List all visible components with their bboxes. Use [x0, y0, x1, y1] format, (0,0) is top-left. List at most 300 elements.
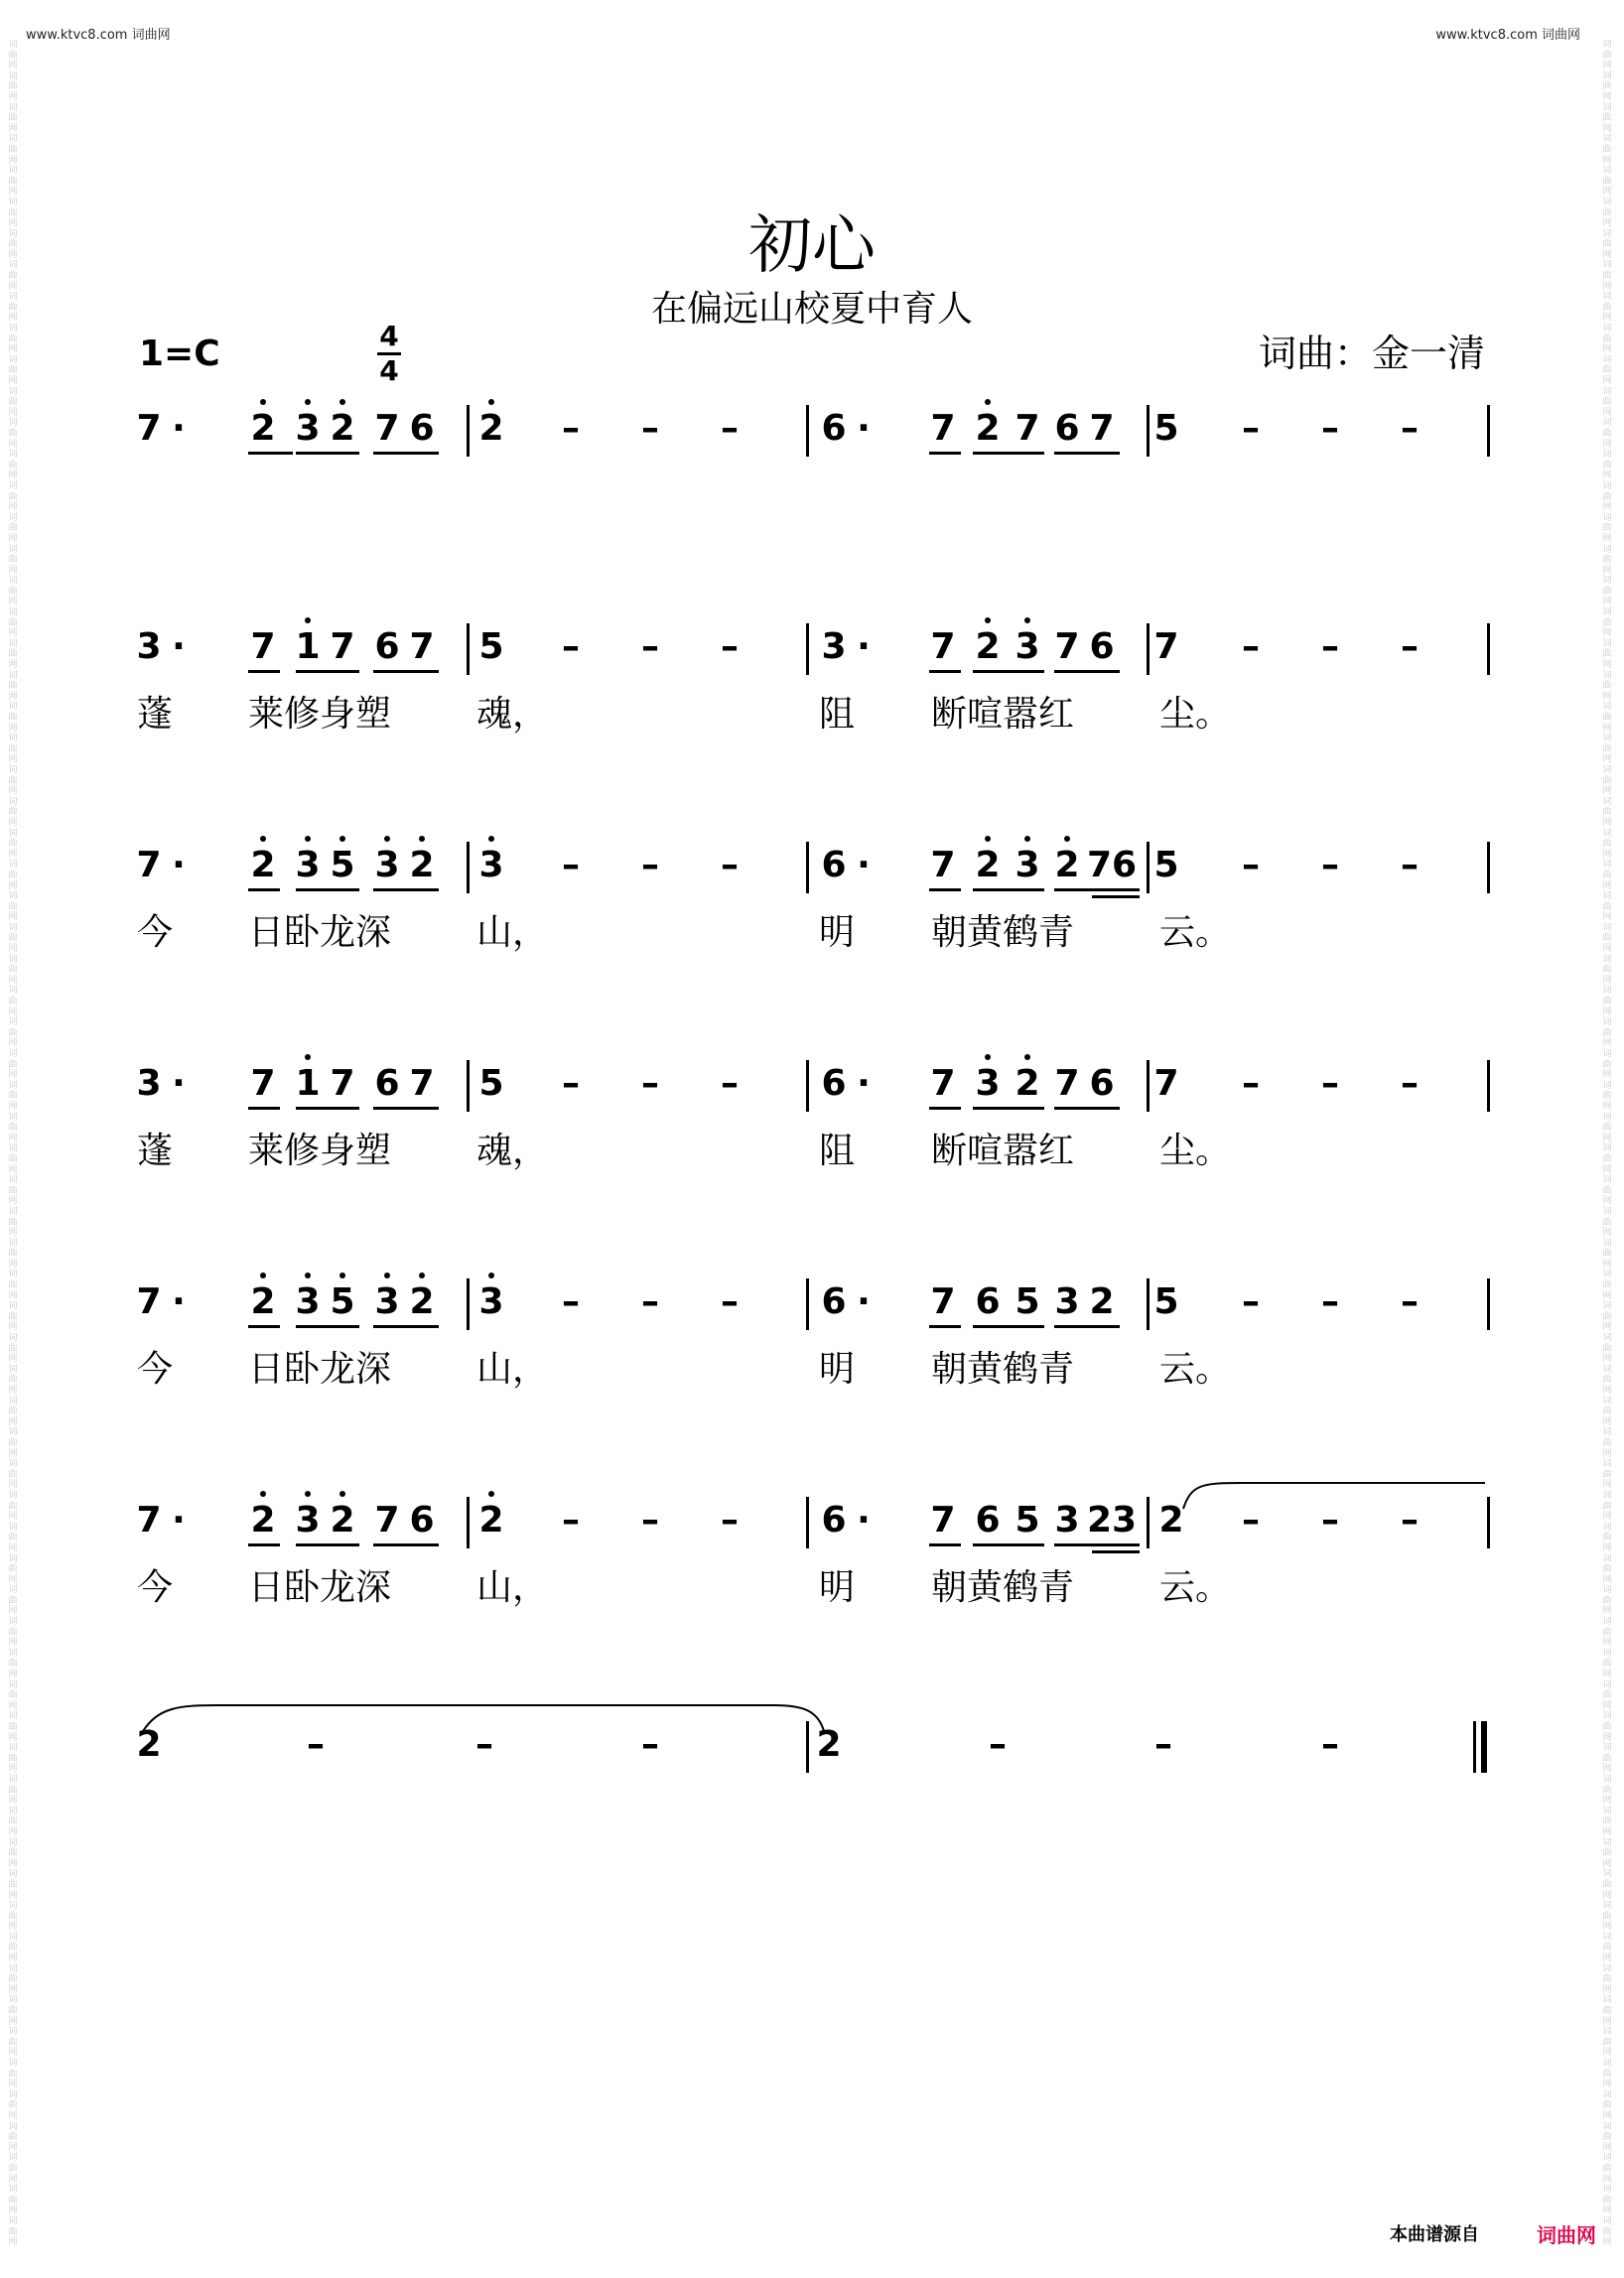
watermark-glyph: 曲 — [8, 1785, 18, 1796]
watermark-glyph: 网 — [8, 849, 18, 860]
watermark-glyph: 网 — [8, 2206, 18, 2216]
watermark-glyph: 网 — [8, 1670, 18, 1680]
watermark-glyph: 网 — [1602, 1890, 1612, 1901]
watermark-glyph: 曲 — [1602, 1311, 1612, 1322]
watermark-glyph: 网 — [1602, 1196, 1612, 1207]
watermark-glyph: 曲 — [1602, 1564, 1612, 1575]
watermark-glyph: 词 — [1602, 1143, 1612, 1154]
watermark-glyph: 网 — [8, 2016, 18, 2027]
beam-underline — [373, 452, 439, 455]
note: 7 — [330, 626, 355, 667]
watermark-glyph: 词 — [8, 354, 18, 365]
note: 6 — [975, 1281, 1001, 1322]
watermark-glyph: 词 — [8, 576, 18, 587]
dash-note: – — [475, 1724, 493, 1765]
watermark-glyph: 网 — [8, 1386, 18, 1396]
watermark-glyph: 词 — [1602, 544, 1612, 555]
watermark-glyph: 曲 — [1602, 1437, 1612, 1448]
watermark-glyph: 曲 — [1602, 1848, 1612, 1859]
watermark-glyph: 曲 — [8, 1027, 18, 1038]
beam-underline — [296, 1107, 359, 1110]
note: 7 — [930, 1281, 956, 1322]
watermark-glyph: 网 — [8, 1448, 18, 1459]
watermark-glyph: 词 — [8, 1301, 18, 1312]
note: 6 — [409, 408, 435, 449]
watermark-glyph: 词 — [8, 260, 18, 271]
watermark-glyph: 词 — [8, 670, 18, 681]
octave-dot — [305, 399, 311, 405]
note: 3 — [136, 626, 162, 667]
note: 7 — [409, 1063, 435, 1104]
note: 7 — [1153, 626, 1179, 667]
watermark-glyph: 词 — [8, 1333, 18, 1344]
watermark-glyph: 曲 — [8, 271, 18, 282]
lyric-text: 今 — [137, 912, 174, 953]
dash-note: – — [1321, 408, 1339, 449]
watermark-glyph: 曲 — [8, 1059, 18, 1070]
note: 7 — [374, 408, 400, 449]
watermark-glyph: 词 — [1602, 1270, 1612, 1280]
watermark-glyph: 网 — [1602, 880, 1612, 891]
note: 2 — [478, 1500, 504, 1541]
watermark-glyph: 词 — [8, 1427, 18, 1438]
header-left[interactable]: www.ktvc8.com 词曲网 — [26, 28, 171, 43]
watermark-glyph: 网 — [8, 1101, 18, 1112]
octave-dot — [339, 1491, 345, 1497]
note: 2 — [330, 408, 355, 449]
watermark-glyph: 曲 — [1602, 1690, 1612, 1701]
watermark-glyph: 曲 — [1602, 2163, 1612, 2174]
watermark-glyph: 词 — [8, 1522, 18, 1533]
watermark-glyph: 网 — [1602, 439, 1612, 450]
note: 2 — [330, 1500, 355, 1541]
watermark-glyph: 网 — [1602, 1038, 1612, 1049]
lyric-text: 尘。 — [1159, 694, 1232, 735]
watermark-glyph: 曲 — [1602, 1153, 1612, 1164]
watermark-glyph: 词 — [1602, 922, 1612, 933]
lyric-text: 山， — [476, 1567, 549, 1608]
beam-underline — [373, 1543, 439, 1546]
watermark-glyph: 曲 — [8, 1375, 18, 1386]
dot-note: · — [172, 626, 186, 667]
watermark-glyph: 网 — [1602, 597, 1612, 607]
watermark-glyph: 词 — [8, 1648, 18, 1659]
watermark-glyph: 曲 — [1602, 1659, 1612, 1670]
watermark-glyph: 网 — [8, 2110, 18, 2121]
watermark-glyph: 网 — [1602, 1228, 1612, 1239]
lyric-text: 朝黄鹤青 — [931, 1349, 1075, 1390]
beam-underline — [929, 1325, 961, 1328]
watermark-glyph: 曲 — [8, 113, 18, 124]
note: 5 — [1015, 1500, 1040, 1541]
beam-underline — [929, 1107, 961, 1110]
watermark-strip-right — [1600, 40, 1614, 2263]
watermark-glyph: 网 — [1602, 975, 1612, 986]
octave-dot — [1024, 1054, 1030, 1060]
watermark-glyph: 词 — [1602, 197, 1612, 207]
watermark-glyph: 词 — [1602, 2027, 1612, 2038]
watermark-glyph: 词 — [1602, 40, 1612, 50]
dash-note: – — [1242, 1281, 1260, 1322]
watermark-glyph: 曲 — [1602, 113, 1612, 124]
note: 7 — [930, 626, 956, 667]
dash-note: – — [1242, 1063, 1260, 1104]
watermark-glyph: 曲 — [8, 1911, 18, 1922]
beam-underline — [248, 1107, 280, 1110]
watermark-glyph: 曲 — [1602, 1407, 1612, 1417]
bar-line — [806, 623, 809, 675]
watermark-glyph: 网 — [8, 1542, 18, 1553]
watermark-glyph: 曲 — [8, 1280, 18, 1291]
lyric-text: 山， — [476, 1349, 549, 1390]
watermark-glyph: 网 — [8, 975, 18, 986]
dash-note: – — [1401, 1500, 1419, 1541]
watermark-glyph: 词 — [8, 1585, 18, 1596]
watermark-glyph: 曲 — [8, 81, 18, 92]
footer-brand-link[interactable]: 词曲网 — [1537, 2223, 1596, 2247]
watermark-glyph: 曲 — [1602, 523, 1612, 534]
watermark-glyph: 网 — [1602, 1670, 1612, 1680]
watermark-glyph: 网 — [1602, 2079, 1612, 2090]
watermark-glyph: 网 — [8, 439, 18, 450]
watermark-glyph: 词 — [8, 638, 18, 649]
watermark-glyph: 网 — [8, 91, 18, 102]
dash-note: – — [641, 626, 659, 667]
header-right[interactable]: www.ktvc8.com 词曲网 — [1435, 28, 1580, 43]
beam-underline — [929, 670, 961, 673]
watermark-glyph: 网 — [1602, 565, 1612, 576]
watermark-glyph: 词 — [8, 2089, 18, 2100]
bar-line — [467, 1497, 470, 1548]
dot-note: · — [857, 1281, 871, 1322]
watermark-glyph: 曲 — [1602, 901, 1612, 912]
watermark-glyph: 词 — [8, 197, 18, 207]
watermark-glyph: 网 — [1602, 2016, 1612, 2027]
note: 7 — [1089, 408, 1115, 449]
dot-note: · — [172, 1063, 186, 1104]
watermark-glyph: 曲 — [1602, 1911, 1612, 1922]
note: 7 — [930, 1500, 956, 1541]
lyric-text: 莱修身塑 — [248, 694, 392, 735]
watermark-glyph: 词 — [1602, 2121, 1612, 2132]
watermark-glyph: 网 — [8, 344, 18, 355]
dash-note: – — [721, 626, 739, 667]
watermark-glyph: 曲 — [1602, 617, 1612, 628]
watermark-glyph: 网 — [8, 1038, 18, 1049]
watermark-glyph: 网 — [1602, 1953, 1612, 1964]
watermark-glyph: 网 — [8, 1416, 18, 1427]
watermark-glyph: 网 — [1602, 61, 1612, 71]
watermark-glyph: 曲 — [1602, 997, 1612, 1007]
watermark-glyph: 网 — [1602, 1290, 1612, 1301]
watermark-glyph: 曲 — [8, 1848, 18, 1859]
watermark-glyph: 词 — [8, 2027, 18, 2038]
watermark-glyph: 词 — [8, 450, 18, 461]
bar-line — [467, 1060, 470, 1112]
watermark-glyph: 网 — [1602, 1354, 1612, 1365]
watermark-glyph: 网 — [1602, 1259, 1612, 1270]
watermark-glyph: 词 — [8, 1112, 18, 1123]
watermark-glyph: 曲 — [1602, 839, 1612, 850]
watermark-glyph: 曲 — [1602, 176, 1612, 187]
watermark-glyph: 曲 — [8, 1659, 18, 1670]
watermark-glyph: 词 — [8, 1270, 18, 1280]
watermark-glyph: 网 — [8, 723, 18, 734]
watermark-glyph: 网 — [1602, 1322, 1612, 1333]
note: 2 — [975, 626, 1001, 667]
watermark-glyph: 词 — [1602, 1837, 1612, 1848]
watermark-glyph: 词 — [8, 418, 18, 429]
note: 2 — [816, 1724, 842, 1765]
watermark-glyph: 网 — [1602, 502, 1612, 513]
watermark-glyph: 曲 — [1602, 713, 1612, 723]
lyric-text: 朝黄鹤青 — [931, 912, 1075, 953]
watermark-glyph: 曲 — [8, 144, 18, 155]
watermark-glyph: 词 — [8, 1711, 18, 1722]
watermark-glyph: 曲 — [1602, 1280, 1612, 1291]
note: 2 — [250, 408, 276, 449]
bar-line — [806, 1060, 809, 1112]
octave-dot — [260, 1273, 266, 1278]
note: 3 — [478, 1281, 504, 1322]
note: 6 — [374, 1063, 400, 1104]
bar-line — [1147, 623, 1150, 675]
dot-note: · — [857, 626, 871, 667]
watermark-glyph: 网 — [1602, 944, 1612, 955]
dash-note: – — [641, 1724, 659, 1765]
watermark-glyph: 曲 — [1602, 1879, 1612, 1890]
watermark-glyph: 曲 — [8, 1879, 18, 1890]
watermark-glyph: 网 — [1602, 660, 1612, 671]
watermark-glyph: 词 — [8, 1774, 18, 1785]
watermark-glyph: 网 — [1602, 1542, 1612, 1553]
watermark-glyph: 曲 — [8, 1816, 18, 1827]
note: 7 — [136, 408, 162, 449]
note: 3 — [295, 1281, 321, 1322]
watermark-glyph: 曲 — [8, 586, 18, 597]
watermark-glyph: 网 — [8, 1354, 18, 1365]
watermark-glyph: 词 — [1602, 134, 1612, 145]
dash-note: – — [721, 845, 739, 885]
watermark-glyph: 网 — [1602, 1764, 1612, 1775]
watermark-glyph: 词 — [8, 1995, 18, 2006]
octave-dot — [260, 836, 266, 842]
watermark-glyph: 词 — [1602, 1648, 1612, 1659]
note: 7 — [374, 1500, 400, 1541]
watermark-glyph: 词 — [8, 1743, 18, 1754]
watermark-glyph: 词 — [1602, 2059, 1612, 2069]
watermark-glyph: 网 — [1602, 1606, 1612, 1617]
watermark-glyph: 词 — [8, 480, 18, 491]
watermark-glyph: 曲 — [8, 523, 18, 534]
beam-underline — [296, 1543, 359, 1546]
beam-underline — [973, 1543, 1044, 1546]
watermark-glyph: 曲 — [8, 1185, 18, 1196]
watermark-glyph: 词 — [8, 1901, 18, 1912]
watermark-glyph: 词 — [8, 292, 18, 303]
lyric-text: 山， — [476, 912, 549, 953]
watermark-glyph: 词 — [8, 1869, 18, 1880]
watermark-glyph: 网 — [1602, 1858, 1612, 1869]
watermark-glyph: 曲 — [8, 1123, 18, 1134]
watermark-glyph: 曲 — [1602, 302, 1612, 313]
watermark-glyph: 词 — [8, 734, 18, 744]
watermark-glyph: 曲 — [1602, 1217, 1612, 1228]
note: 6 — [821, 1500, 847, 1541]
watermark-glyph: 网 — [8, 754, 18, 765]
lyric-text: 今 — [137, 1567, 174, 1608]
watermark-glyph: 曲 — [8, 1501, 18, 1512]
watermark-glyph: 词 — [8, 70, 18, 81]
watermark-glyph: 词 — [8, 2059, 18, 2069]
octave-dot — [305, 1273, 311, 1278]
watermark-glyph: 曲 — [8, 997, 18, 1007]
watermark-glyph: 曲 — [1602, 50, 1612, 61]
watermark-glyph: 曲 — [1602, 933, 1612, 944]
watermark-glyph: 曲 — [8, 839, 18, 850]
octave-dot — [985, 836, 991, 842]
watermark-glyph: 词 — [1602, 450, 1612, 461]
watermark-glyph: 曲 — [8, 397, 18, 408]
beam-underline — [296, 670, 359, 673]
watermark-glyph: 网 — [1602, 2142, 1612, 2153]
watermark-glyph: 词 — [1602, 1806, 1612, 1816]
note: 1 — [295, 626, 321, 667]
watermark-glyph: 网 — [8, 1196, 18, 1207]
watermark-glyph: 曲 — [8, 1091, 18, 1102]
beam-underline — [248, 670, 280, 673]
octave-dot — [305, 836, 311, 842]
octave-dot — [339, 399, 345, 405]
note: 3 — [478, 845, 504, 885]
watermark-glyph: 网 — [8, 2142, 18, 2153]
note: 5 — [478, 626, 504, 667]
watermark-glyph: 曲 — [1602, 1785, 1612, 1796]
watermark-glyph: 曲 — [1602, 2037, 1612, 2048]
watermark-glyph: 词 — [8, 796, 18, 807]
octave-dot — [339, 836, 345, 842]
bar-line — [1487, 842, 1490, 893]
watermark-glyph: 曲 — [8, 1343, 18, 1354]
beam-underline — [929, 1543, 961, 1546]
watermark-glyph: 曲 — [1602, 334, 1612, 344]
watermark-glyph: 网 — [8, 1006, 18, 1017]
watermark-glyph: 词 — [1602, 670, 1612, 681]
octave-dot — [260, 1491, 266, 1497]
watermark-glyph: 曲 — [8, 428, 18, 439]
bar-line — [806, 1497, 809, 1548]
watermark-glyph: 曲 — [8, 2100, 18, 2111]
watermark-glyph: 词 — [1602, 324, 1612, 335]
watermark-glyph: 曲 — [1602, 1627, 1612, 1638]
watermark-glyph: 网 — [8, 1890, 18, 1901]
note: 6 — [1054, 408, 1080, 449]
bar-line — [467, 623, 470, 675]
dash-note: – — [1242, 845, 1260, 885]
watermark-glyph: 网 — [8, 597, 18, 607]
lyric-text: 阻 — [819, 694, 856, 735]
watermark-glyph: 曲 — [1602, 807, 1612, 818]
watermark-glyph: 网 — [8, 249, 18, 260]
watermark-glyph: 词 — [1602, 228, 1612, 239]
note: 6 — [409, 1500, 435, 1541]
note: 3 — [1015, 626, 1040, 667]
note: 7 — [1054, 626, 1080, 667]
final-bar-thick — [1481, 1721, 1487, 1773]
bar-line — [1147, 1497, 1150, 1548]
note: 7 — [250, 1063, 276, 1104]
watermark-glyph: 曲 — [1602, 460, 1612, 470]
watermark-glyph: 曲 — [8, 334, 18, 344]
dash-note: – — [1401, 845, 1419, 885]
watermark-glyph: 词 — [1602, 1238, 1612, 1249]
watermark-glyph: 网 — [8, 1953, 18, 1964]
watermark-glyph: 网 — [8, 1322, 18, 1333]
note: 6 — [821, 408, 847, 449]
note: 3 — [295, 408, 321, 449]
watermark-glyph: 词 — [8, 2185, 18, 2196]
bar-line — [467, 842, 470, 893]
octave-dot — [488, 1491, 494, 1497]
watermark-glyph: 词 — [8, 702, 18, 713]
watermark-glyph: 曲 — [8, 1722, 18, 1732]
watermark-glyph: 词 — [1602, 1774, 1612, 1785]
watermark-glyph: 词 — [8, 607, 18, 618]
lyric-text: 今 — [137, 1349, 174, 1390]
bar-line — [1487, 623, 1490, 675]
key-label: 1=C — [139, 334, 220, 374]
note: 3 — [1015, 845, 1040, 885]
watermark-glyph: 曲 — [1602, 775, 1612, 786]
watermark-glyph: 曲 — [8, 460, 18, 470]
watermark-glyph: 曲 — [8, 1595, 18, 1606]
watermark-glyph: 词 — [8, 1490, 18, 1501]
watermark-glyph: 词 — [1602, 607, 1612, 618]
watermark-glyph: 曲 — [1602, 397, 1612, 408]
beam-underline — [1054, 1325, 1120, 1328]
watermark-glyph: 曲 — [1602, 81, 1612, 92]
watermark-glyph: 曲 — [1602, 965, 1612, 976]
lyric-text: 蓬 — [137, 1131, 174, 1171]
watermark-glyph: 曲 — [1602, 2132, 1612, 2143]
note: 2 — [975, 845, 1001, 885]
note: 6 — [821, 845, 847, 885]
note: 7 — [250, 626, 276, 667]
watermark-glyph: 曲 — [1602, 2226, 1612, 2237]
watermark-glyph: 曲 — [1602, 1533, 1612, 1543]
beam-underline — [1054, 452, 1120, 455]
octave-dot — [419, 1273, 425, 1278]
watermark-glyph: 曲 — [8, 50, 18, 61]
footer-source-label: 本曲谱源自 — [1390, 2224, 1479, 2245]
watermark-glyph: 网 — [8, 2174, 18, 2185]
lyric-text: 明 — [819, 912, 856, 953]
dash-note: – — [641, 1281, 659, 1322]
watermark-glyph: 词 — [8, 2153, 18, 2164]
watermark-glyph: 词 — [1602, 734, 1612, 744]
octave-dot — [260, 399, 266, 405]
octave-dot — [419, 836, 425, 842]
watermark-glyph: 词 — [8, 166, 18, 177]
watermark-glyph: 曲 — [1602, 1091, 1612, 1102]
watermark-glyph: 曲 — [8, 1249, 18, 1260]
watermark-glyph: 词 — [1602, 1490, 1612, 1501]
lyric-text: 魂， — [476, 1131, 549, 1171]
watermark-glyph: 曲 — [8, 2226, 18, 2237]
note: 3 — [975, 1063, 1001, 1104]
lyric-text: 云。 — [1159, 912, 1232, 953]
note: 2 — [1089, 1281, 1115, 1322]
